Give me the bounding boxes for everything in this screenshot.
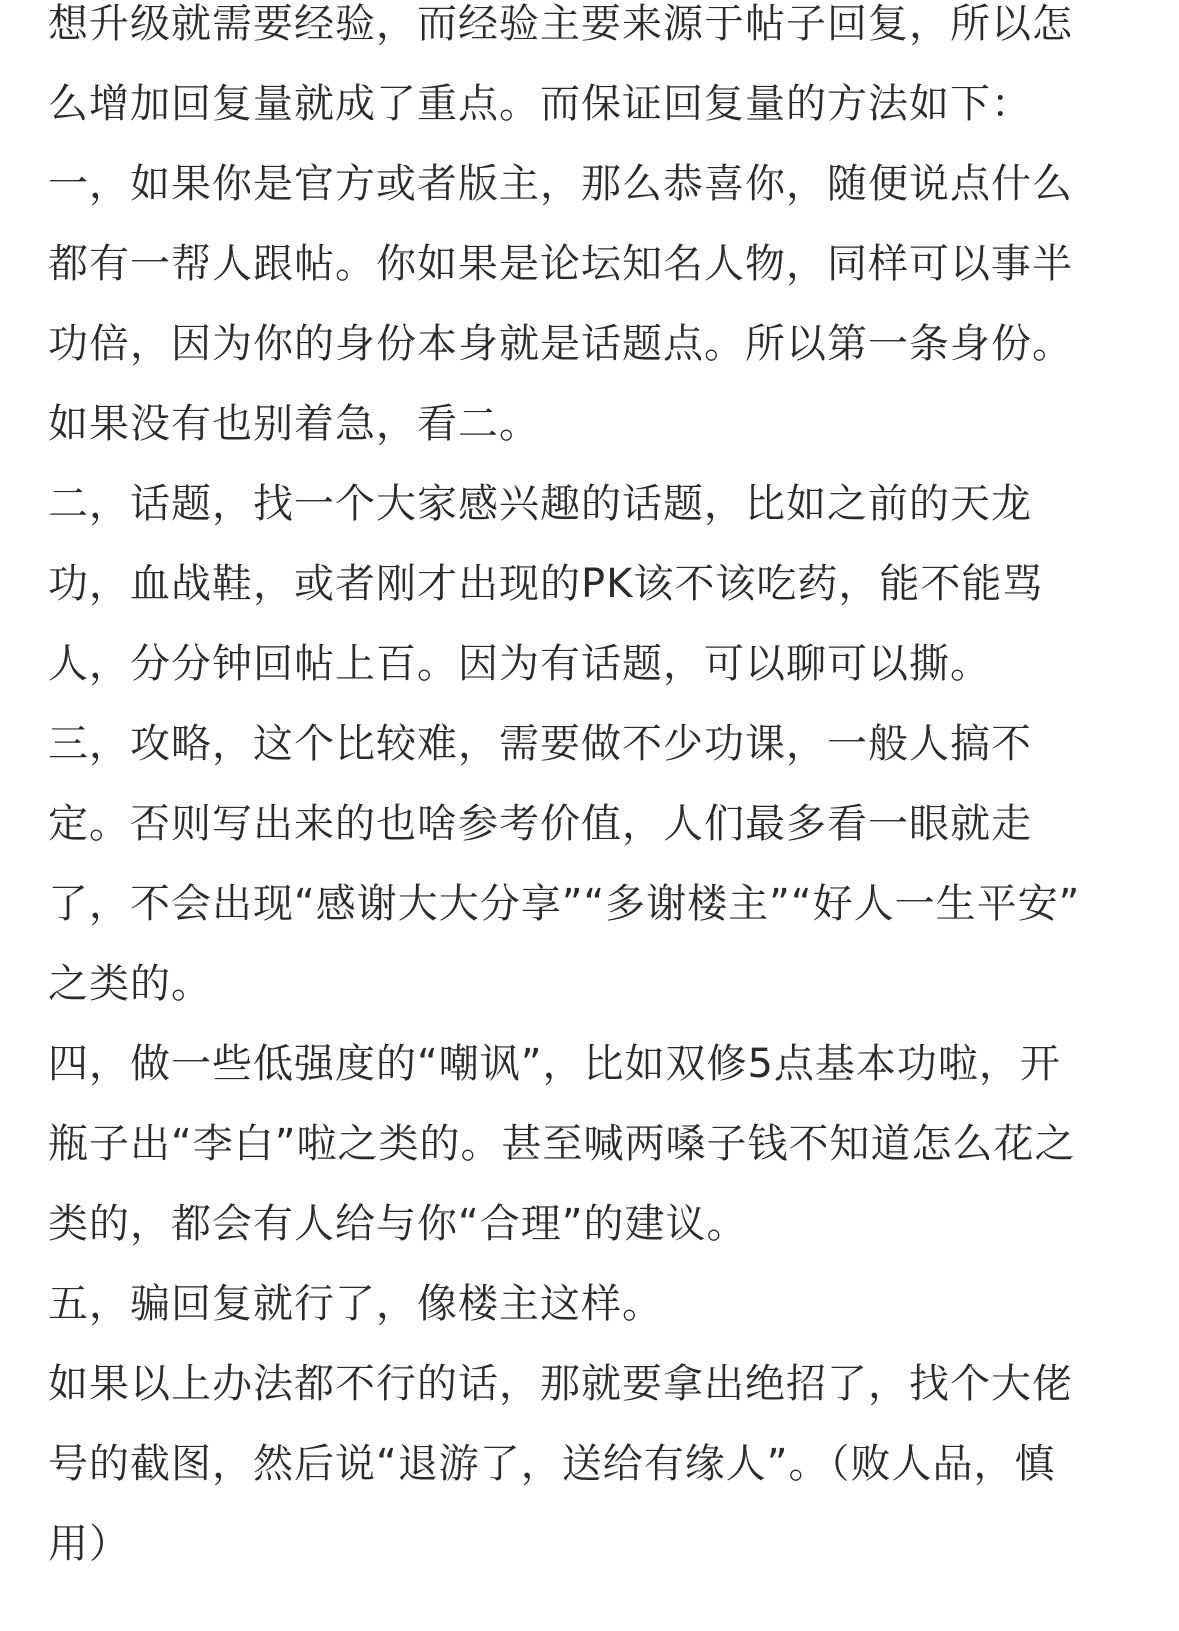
paragraph-method-1: 一，如果你是官方或者版主，那么恭喜你，随便说点什么 都有一帮人跟帖。你如果是论坛知名人物，同样可以事半 功倍，因为你的身份本身就是话题点。所以第一条身份。 如果没有也别着急，看二。 — [48, 161, 1073, 447]
paragraph-method-2: 二，话题，找一个大家感兴趣的话题，比如之前的天龙 功，血战鞋，或者刚才出现的PK该不该吃药，能不能骂 人，分分钟回帖上百。因为有话题，可以聊可以撕。 — [48, 481, 1044, 687]
article-body — [48, 0, 1148, 1584]
paragraph-conclusion: 如果以上办法都不行的话，那就要拿出绝招了，找个大佬 号的截图，然后说“退游了，送给有缘人”。（败人品，慎 用） — [48, 1361, 1073, 1567]
paragraph-method-4: 四，做一些低强度的“嘲讽”，比如双修5点基本功啦，开 瓶子出“李白”啦之类的。甚至喊两嗓子钱不知道怎么花之 类的，都会有人给与你“合理”的建议。 — [48, 1041, 1076, 1247]
paragraph-intro: 想升级就需要经验，而经验主要来源于帖子回复，所以怎 么增加回复量就成了重点。而保证回复量的方法如下： — [48, 1, 1073, 127]
paragraph-method-3: 三，攻略，这个比较难，需要做不少功课，一般人搞不 定。否则写出来的也啥参考价值，人们最多看一眼就走 了，不会出现“感谢大大分享”“多谢楼主”“好人一生平安” 之类的。 — [48, 721, 1081, 1007]
paragraph-method-5: 五，骗回复就行了，像楼主这样。 — [48, 1281, 663, 1327]
